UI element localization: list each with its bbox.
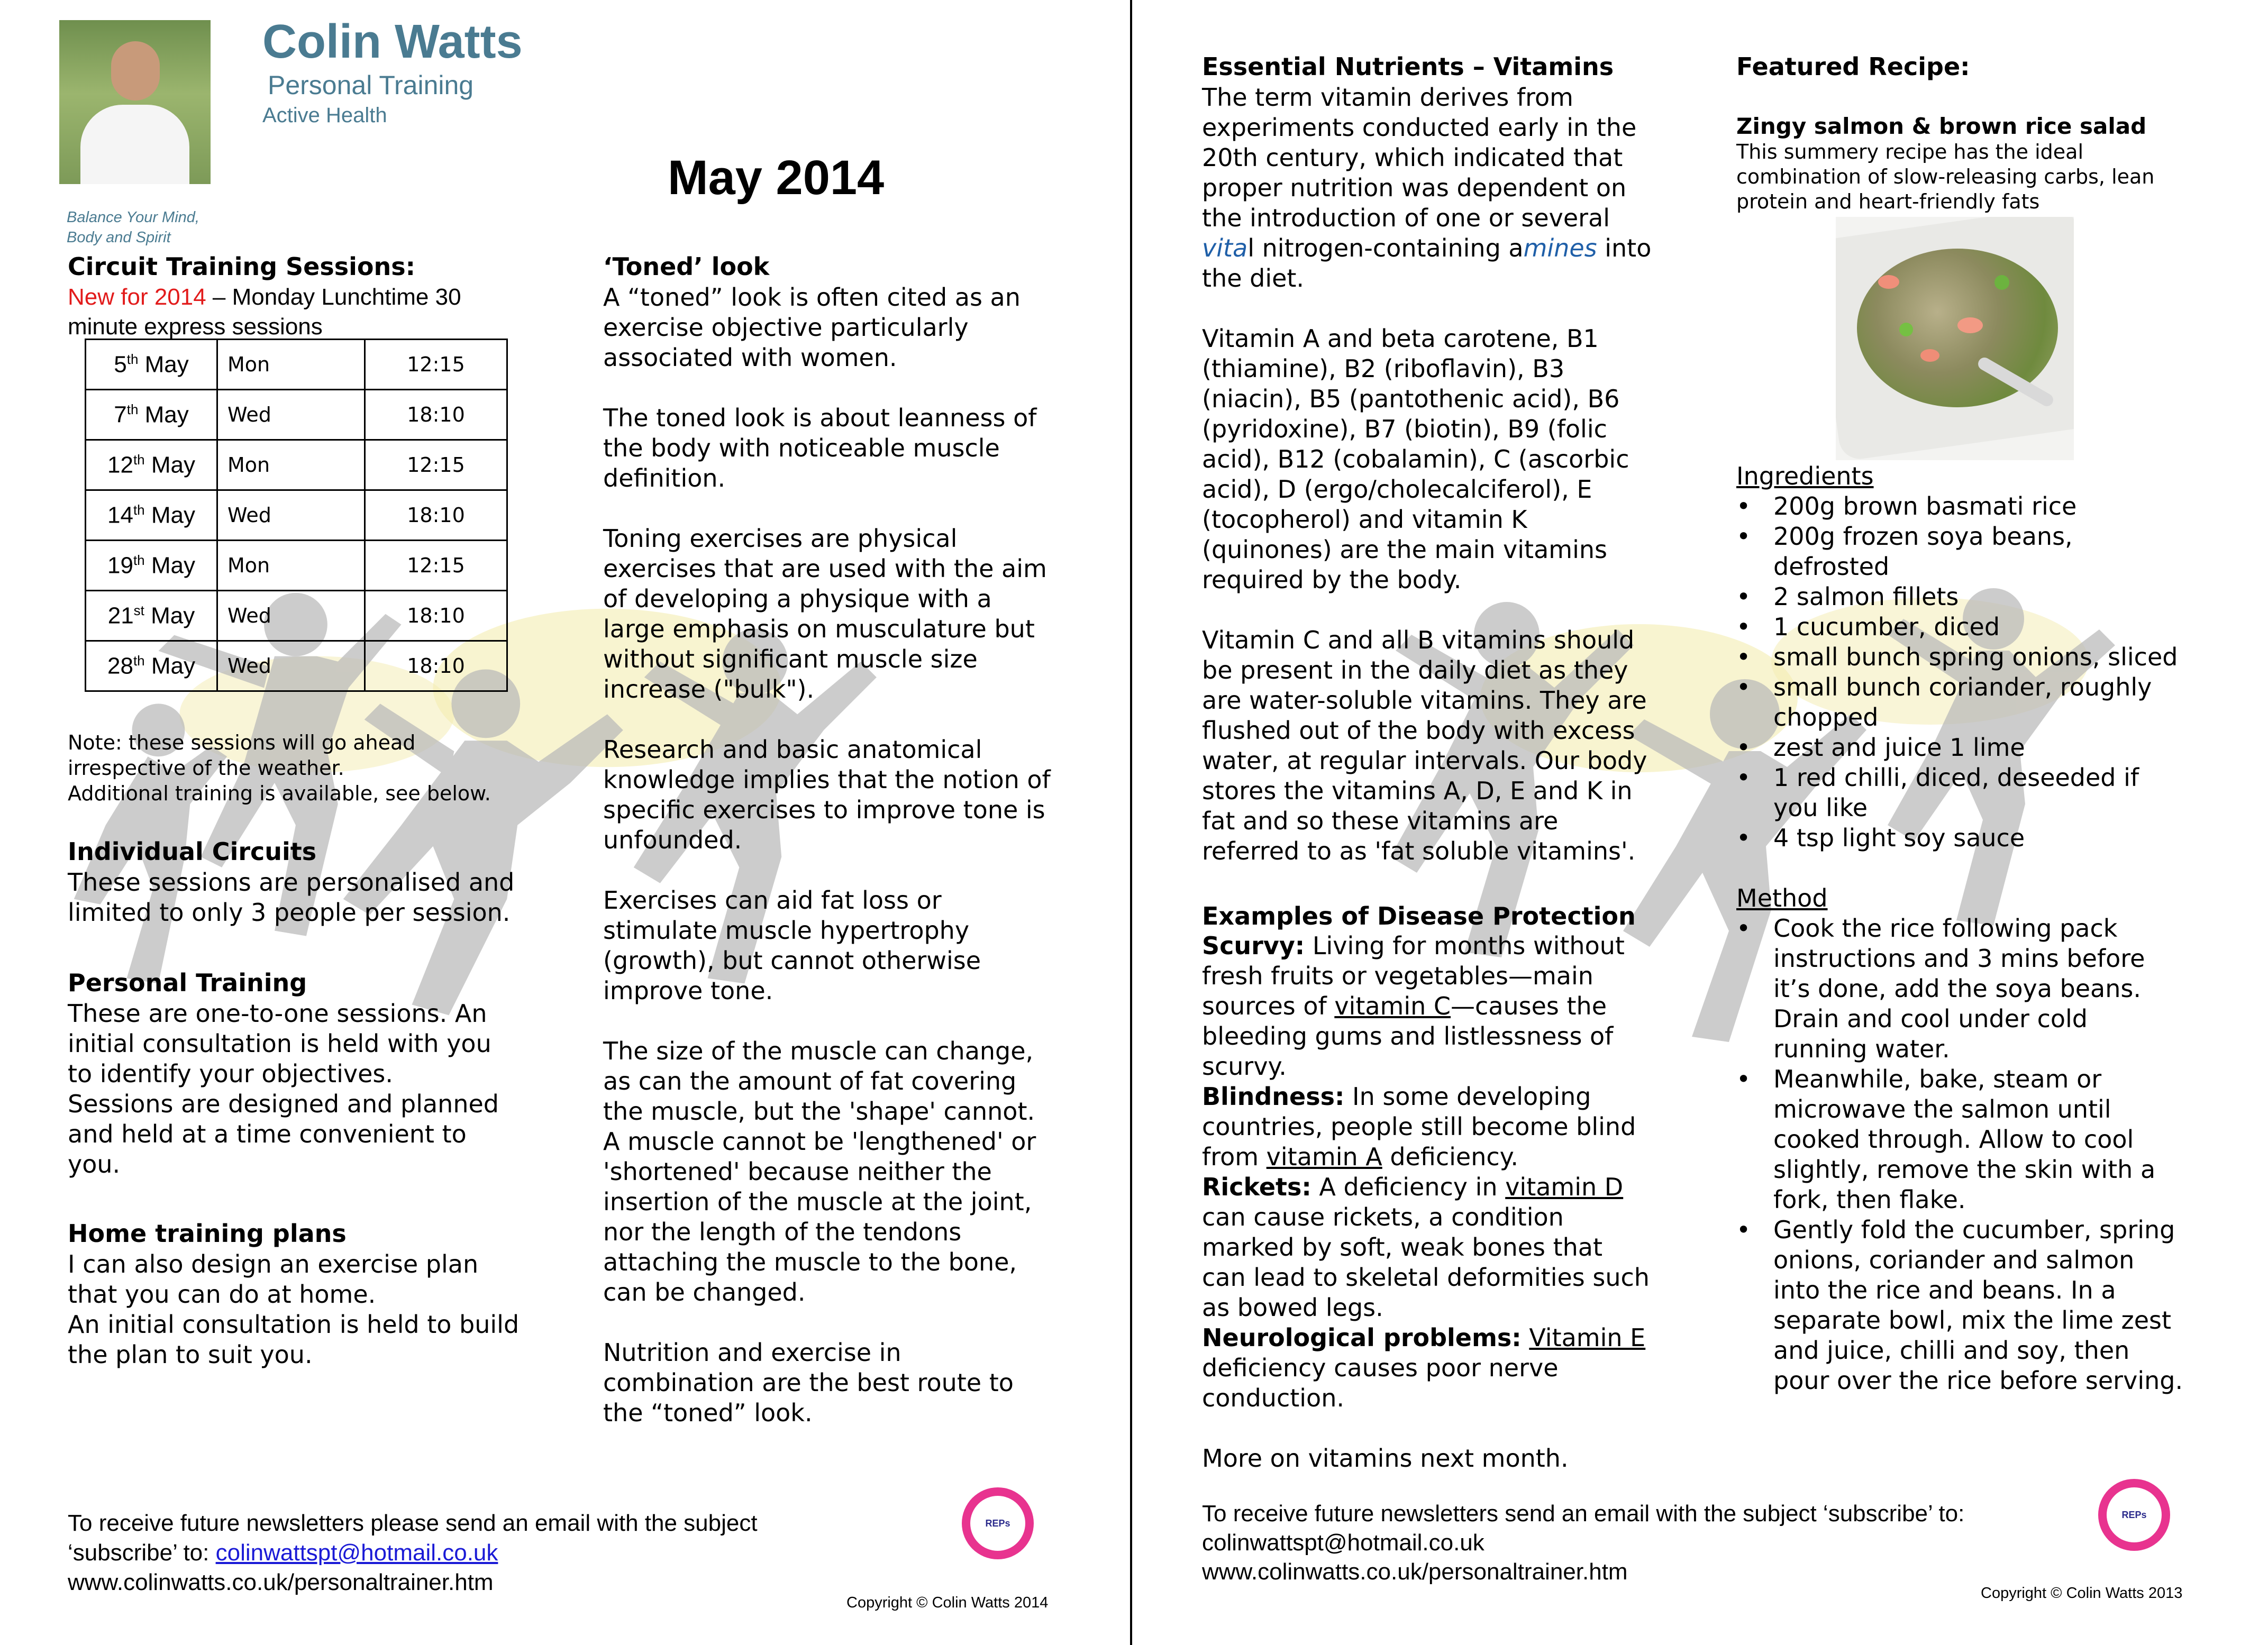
vitamins-heading: Essential Nutrients – Vitamins: [1202, 52, 1614, 81]
ingredients-section: [1736, 461, 2244, 853]
session-row: [86, 440, 507, 490]
ingredient-item: • 1 cucumber, diced: [1736, 612, 2244, 642]
toned-paragraph: Research and basic anatomical knowledge implies that the notion of specific exercises to improve tone is unfounded.: [603, 735, 1051, 854]
newsletter-page-2: [1136, 0, 2268, 1645]
website-url: www.colinwatts.co.uk/personaltrainer.htm: [68, 1569, 494, 1595]
session-row: [86, 591, 507, 641]
website-url: www.colinwatts.co.uk/personaltrainer.htm: [1202, 1559, 1628, 1585]
session-date: 7th May: [86, 390, 217, 440]
disease-neurological: Neurological problems: Vitamin E deficiency causes poor nerve conduction.: [1202, 1323, 1646, 1412]
subscribe-footer: [1202, 1499, 1964, 1586]
reps-badge: REPs: [962, 1487, 1034, 1559]
method-list: [1736, 913, 2244, 1396]
personal-text: These are one-to-one sessions. An initial consultation is held with you to identify your objectives. Sessions are designed and planned and held at a time convenient to you.: [68, 999, 499, 1178]
ingredient-item: • 200g frozen soya beans, defrosted: [1736, 522, 2244, 582]
ingredient-item: • 1 red chilli, diced, deseeded if you like: [1736, 763, 2244, 823]
toned-paragraph: Nutrition and exercise in combination are the best route to the “toned” look.: [603, 1338, 1014, 1427]
newsletter-page-1: [0, 0, 1132, 1645]
personal-section: [68, 967, 544, 1180]
copyright: Copyright © Colin Watts 2013: [1981, 1585, 2183, 1602]
session-date: 14th May: [86, 490, 217, 541]
session-time: 12:15: [365, 340, 507, 390]
method-step: • Gently fold the cucumber, spring onions, coriander and salmon into the rice and beans. In a separate bowl, mix the lime zest and juice, chilli and soy, then pour over the rice before serving.: [1736, 1215, 2244, 1396]
session-weekday: Mon: [217, 340, 365, 390]
brand-tagline: Balance Your Mind, Body and Spirit: [67, 209, 199, 246]
ingredient-item: • small bunch spring onions, sliced: [1736, 642, 2244, 672]
session-table: [85, 339, 508, 692]
vita-emphasis: vita: [1202, 234, 1248, 262]
session-date: 5th May: [86, 340, 217, 390]
session-row: [86, 340, 507, 390]
ingredients-list: [1736, 491, 2244, 853]
profile-photo: [59, 20, 211, 184]
toned-paragraph: Toning exercises are physical exercises that are used with the aim of developing a physique with a large emphasis on musculature but without significant muscle size increase ("bulk").: [603, 524, 1047, 703]
circuit-new-note: [68, 282, 533, 342]
disease-section: [1202, 902, 1705, 1474]
session-date: 21st May: [86, 591, 217, 641]
toned-paragraph: Exercises can aid fat loss or stimulate muscle hypertrophy (growth), but cannot otherwise improve tone.: [603, 886, 981, 1005]
ingredient-item: • small bunch coriander, roughly chopped: [1736, 672, 2244, 733]
brand-subtitle-2: Active Health: [262, 104, 387, 127]
individual-text: These sessions are personalised and limited to only 3 people per session.: [68, 868, 515, 927]
copyright: Copyright © Colin Watts 2014: [846, 1594, 1049, 1611]
toned-paragraph: The toned look is about leanness of the body with noticeable muscle definition.: [603, 404, 1037, 492]
vitamins-list: Vitamin A and beta carotene, B1 (thiamine), B2 (riboflavin), B3 (niacin), B5 (pantothenic acid), B6 (pyridoxine), B7 (biotin), B9 (folic acid), B12 (cobalamin), C (ascorbic acid), D (ergo/cholecalciferol), E (tocopherol) and vitamin K (quinones) are the main vitamins required by the body.: [1202, 324, 1629, 594]
session-date: 19th May: [86, 541, 217, 591]
session-time: 18:10: [365, 591, 507, 641]
disease-rickets: Rickets: A deficiency in vitamin D can cause rickets, a condition marked by soft, weak bones that can lead to skeletal deformities such as bowed legs.: [1202, 1173, 1650, 1322]
ingredient-item: • 200g brown basmati rice: [1736, 491, 2244, 522]
ingredients-heading: Ingredients: [1736, 462, 1874, 490]
toned-section: [603, 251, 1122, 1428]
method-step: • Meanwhile, bake, steam or microwave the salmon until cooked through. Allow to cool slightly, remove the skin with a fork, then flake.: [1736, 1064, 2244, 1215]
subscribe-text: To receive future newsletters send an email with the subject ‘subscribe’ to:: [1202, 1501, 1965, 1527]
email-address: colinwattspt@hotmail.co.uk: [1202, 1530, 1484, 1556]
recipe-title: Zingy salmon & brown rice salad: [1736, 113, 2147, 139]
home-heading: Home training plans: [68, 1219, 347, 1248]
disease-scurvy: Scurvy: Living for months without fresh fruits or vegetables—main sources of vitamin C—causes the bleeding gums and listlessness of scurvy.: [1202, 931, 1625, 1081]
reps-badge: REPs: [2098, 1479, 2170, 1551]
session-weekday: Mon: [217, 440, 365, 490]
method-section: [1736, 883, 2244, 1396]
vitamin-a-link[interactable]: vitamin A: [1266, 1143, 1382, 1171]
session-weekday: Wed: [217, 641, 365, 691]
session-time: 18:10: [365, 490, 507, 541]
session-date: 28th May: [86, 641, 217, 691]
recipe-heading: Featured Recipe:: [1736, 52, 1970, 81]
session-time: 18:10: [365, 641, 507, 691]
home-text: I can also design an exercise plan that you can do at home. An initial consultation is held to build the plan to suit you.: [68, 1250, 520, 1369]
session-weekday: Wed: [217, 591, 365, 641]
ingredient-item: • zest and juice 1 lime: [1736, 733, 2244, 763]
brand-name: Colin Watts: [262, 15, 523, 68]
ingredient-item: • 4 tsp light soy sauce: [1736, 823, 2244, 853]
circuit-heading: Circuit Training Sessions:: [68, 252, 416, 281]
subscribe-text: To receive future newsletters please send an email with the subject: [68, 1510, 758, 1536]
toned-paragraphs: [603, 282, 1122, 1428]
subscribe-prefix: ‘subscribe’ to:: [68, 1540, 216, 1566]
vitamins-intro: The term vitamin derives from experiments conducted early in the 20th century, which indicated that proper nutrition was dependent on the introduction of one or several vital nitrogen-containing amines into the diet.: [1202, 83, 1652, 293]
vitamin-c-link[interactable]: vitamin C: [1334, 992, 1451, 1020]
session-weekday: Wed: [217, 490, 365, 541]
toned-paragraph: A “toned” look is often cited as an exercise objective particularly associated with women.: [603, 283, 1021, 372]
session-time: 18:10: [365, 390, 507, 440]
mines-emphasis: mines: [1523, 234, 1597, 262]
vitamin-d-link[interactable]: vitamin D: [1505, 1173, 1624, 1201]
session-weekday: Mon: [217, 541, 365, 591]
method-step: • Cook the rice following pack instructions and 3 mins before it’s done, add the soya beans. Drain and cool under cold running water.: [1736, 913, 2244, 1064]
individual-section: [68, 836, 544, 928]
disease-blindness: Blindness: In some developing countries, people still become blind from vitamin A deficiency.: [1202, 1082, 1636, 1171]
personal-heading: Personal Training: [68, 968, 307, 997]
session-row: [86, 541, 507, 591]
session-weekday: Wed: [217, 390, 365, 440]
session-row: [86, 490, 507, 541]
session-row: [86, 390, 507, 440]
recipe-photo: [1836, 217, 2074, 460]
toned-heading: ‘Toned’ look: [603, 252, 770, 281]
subscribe-footer: [68, 1509, 758, 1597]
recipe-description: This summery recipe has the ideal combination of slow-releasing carbs, lean protein and heart-friendly fats: [1736, 140, 2155, 213]
circuit-section: [68, 251, 533, 342]
more-vitamins-note: More on vitamins next month.: [1202, 1444, 1569, 1473]
recipe-section: [1736, 51, 2244, 214]
session-time: 12:15: [365, 541, 507, 591]
issue-date: May 2014: [668, 151, 885, 205]
session-row: [86, 641, 507, 691]
individual-heading: Individual Circuits: [68, 837, 317, 866]
toned-paragraph: The size of the muscle can change, as can the amount of fat covering the muscle, but the 'shape' cannot. A muscle cannot be 'lengthened' or 'shortened' because neither the insertion of the muscle at the joint, nor the length of the tendons attaching the muscle to the bone, can be changed.: [603, 1037, 1036, 1306]
vitamins-section: [1202, 51, 1705, 866]
method-heading: Method: [1736, 884, 1828, 912]
new-text: – Monday Lunchtime 30 minute express sessions: [68, 284, 461, 340]
ingredient-item: • 2 salmon fillets: [1736, 582, 2244, 612]
home-section: [68, 1218, 544, 1370]
vitamin-e-link[interactable]: Vitamin E: [1529, 1323, 1646, 1352]
session-date: 12th May: [86, 440, 217, 490]
session-time: 12:15: [365, 440, 507, 490]
email-link[interactable]: colinwattspt@hotmail.co.uk: [215, 1540, 498, 1566]
vitamins-water-soluble: Vitamin C and all B vitamins should be present in the daily diet as they are water-soluble vitamins. They are flushed out of the body with excess water, at regular intervals. Our body stores the vitamins A, D, E and K in fat and so these vitamins are referred to as 'fat soluble vitamins'.: [1202, 626, 1647, 865]
session-note: Note: these sessions will go ahead irrespective of the weather. Additional training is available, see below.: [68, 731, 491, 805]
disease-heading: Examples of Disease Protection: [1202, 902, 1636, 930]
brand-subtitle: Personal Training: [268, 70, 474, 100]
new-label: New for 2014: [68, 284, 206, 310]
